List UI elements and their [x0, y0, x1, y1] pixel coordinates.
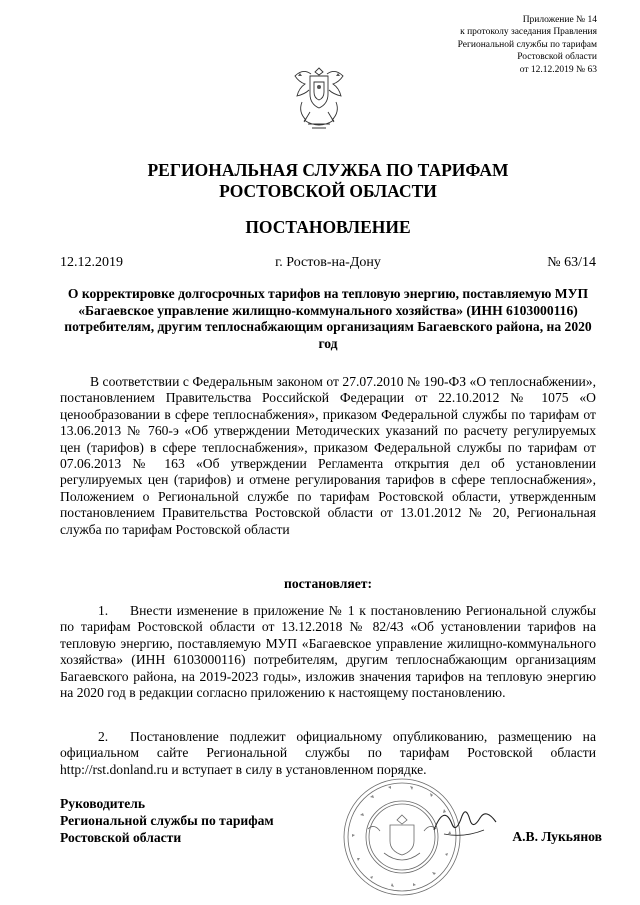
document-date: 12.12.2019: [60, 255, 123, 270]
item-number: 2.: [98, 729, 109, 744]
item-number: 1.: [98, 603, 109, 618]
signer-name: А.В. Лукьянов: [512, 829, 602, 844]
signer-title-line-3: Ростовской области: [60, 830, 182, 845]
resolution-item: [60, 603, 596, 701]
document-city: г. Ростов-на-Дону: [275, 255, 381, 270]
document-type: ПОСТАНОВЛЕНИЕ: [245, 217, 411, 237]
appendix-line: Ростовской области: [517, 52, 597, 63]
resolves-heading: постановляет:: [284, 576, 372, 591]
signer-title-line-2: Региональной службы по тарифам: [60, 813, 274, 828]
agency-line-2: РОСТОВСКОЙ ОБЛАСТИ: [219, 181, 437, 201]
agency-title: [60, 160, 596, 202]
resolution-item: [60, 729, 596, 778]
document-meta: [60, 255, 596, 273]
signer-title-line-1: Руководитель: [60, 796, 146, 811]
appendix-line: Региональной службы по тарифам: [457, 39, 597, 50]
signature-block: [60, 795, 274, 846]
appendix-line: от 12.12.2019 № 63: [519, 64, 597, 75]
item-text: Внести изменение в приложение № 1 к постановлению Региональной службы по тарифам Ростовской области от 13.12.2018 № 82/43 «Об установлении тарифов на тепловую энергию, поставляемую МУП «Багаевское управление жилищно-коммунального хозяйства» (ИНН 6103000116) потребителям, другим теплоснабжающим организациям Багаевского района, на 2019-2023 годы», изложив значения тарифов на тепловую энергию на 2020 год в редакции согласно приложению к настоящему постановлению.: [60, 603, 596, 701]
document-subject: О корректировке долгосрочных тарифов на тепловую энергию, поставляемую МУП «Багаевское управление жилищно-коммунального хозяйства» (ИНН 6103000116) потребителям, другим теплоснабжающим организациям Багаевского района, на 2020 год: [64, 286, 592, 351]
document-number: № 63/14: [547, 255, 596, 270]
preamble-paragraph: В соответствии с Федеральным законом от 27.07.2010 № 190-ФЗ «О теплоснабжении», постановлением Правительства Российской Федерации от 22.10.2012 № 1075 «О ценообразовании в сфере теплоснабжения», приказом Федеральной службы по тарифам от 13.06.2013 № 760-э «Об утверждении Методических указаний по расчету регулируемых цен (тарифов) в сфере теплоснабжения», приказом Федеральной службы по тарифам от 07.06.2013 № 163 «Об утверждении Регламента открытия дел об установлении регулируемых цен (тарифов) и отмене регулирования тарифов в сфере теплоснабжения», Положением о Региональной службе по тарифам Ростовской области, утвержденным постановлением Правительства Ростовской области от 13.01.2012 № 20, Региональная служба по тарифам Ростовской области: [60, 374, 596, 537]
appendix-line: Приложение № 14: [522, 15, 597, 25]
item-text: Постановление подлежит официальному опубликованию, размещению на официальном сайте Региональной службы по тарифам Ростовской области http://rst.donland.ru и вступает в силу в установленном порядке.: [60, 729, 596, 777]
agency-line-1: РЕГИОНАЛЬНАЯ СЛУЖБА ПО ТАРИФАМ: [147, 160, 509, 180]
coat-of-arms-icon: [290, 62, 348, 134]
appendix-note: [377, 14, 597, 76]
appendix-line: к протоколу заседания Правления: [460, 27, 597, 38]
handwritten-signature: [430, 800, 500, 845]
